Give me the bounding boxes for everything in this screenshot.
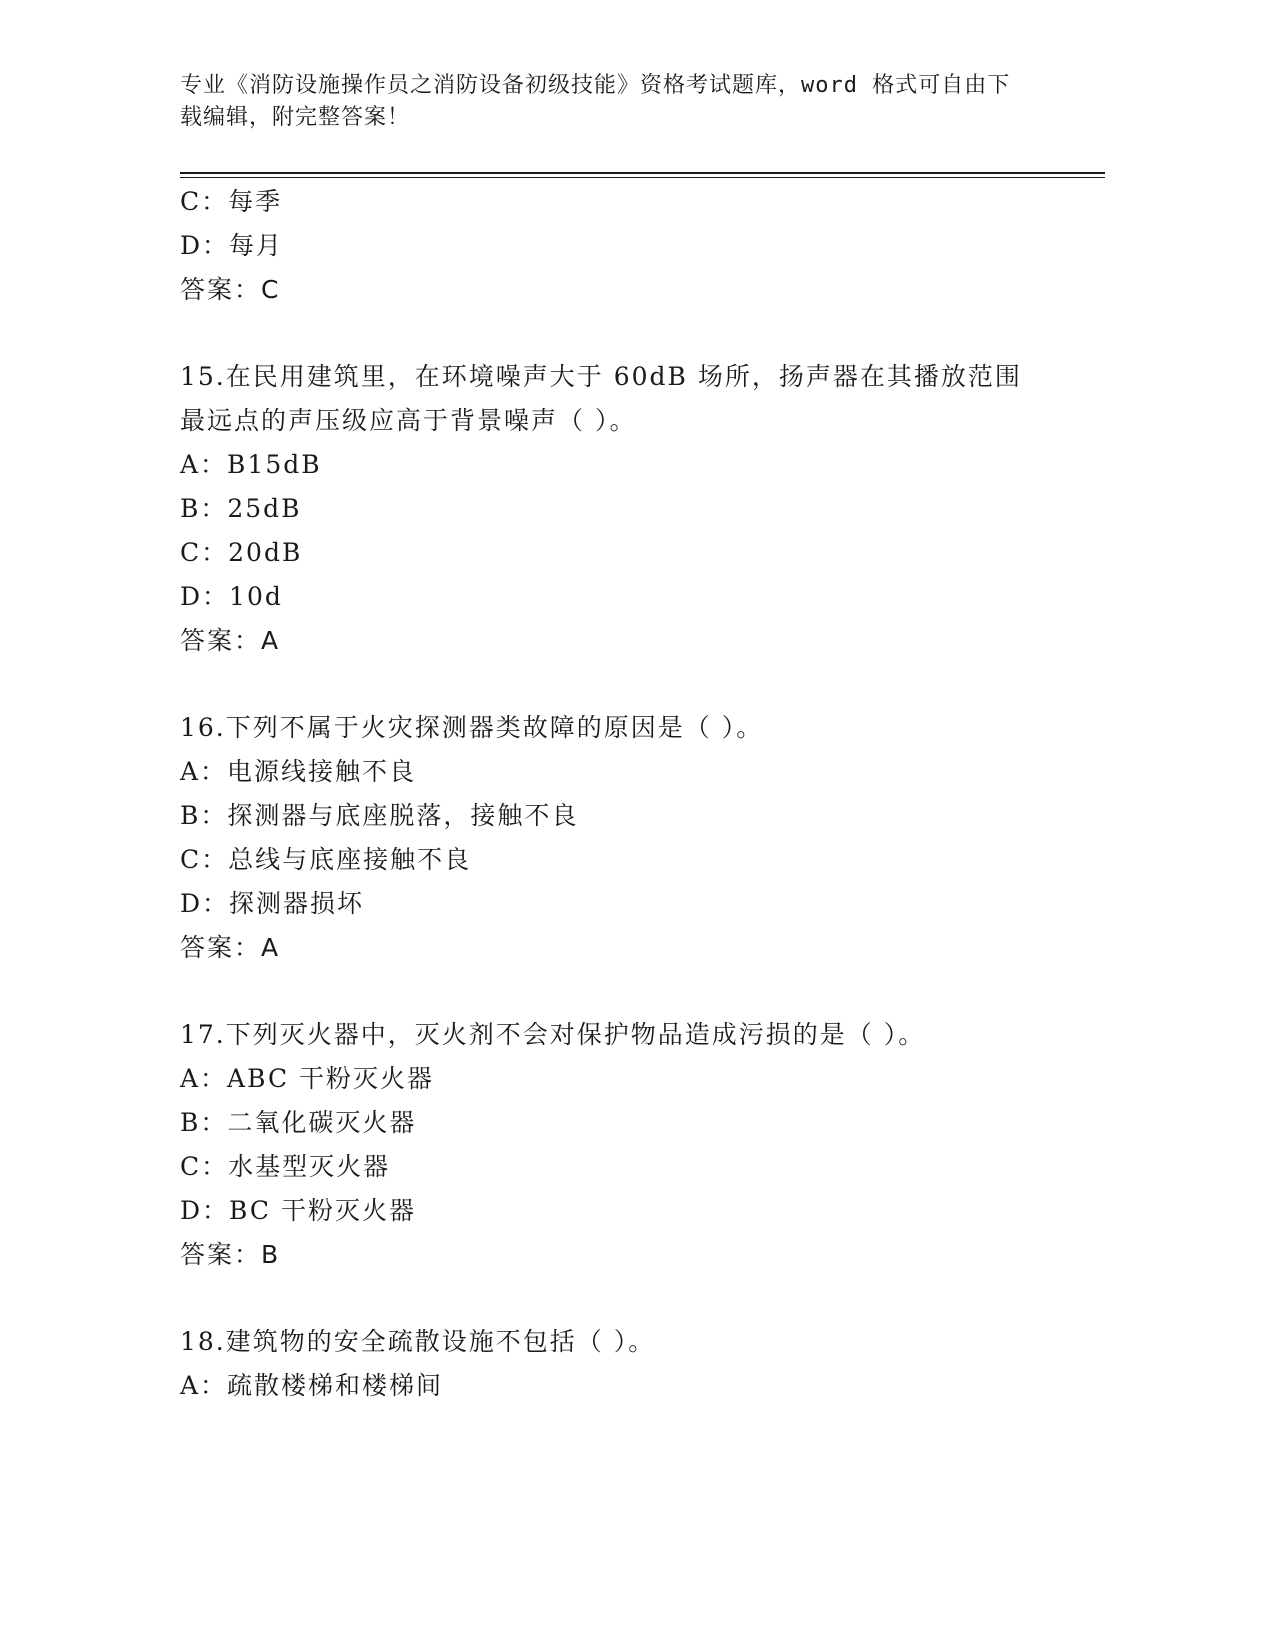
option-c: C：每季 (180, 187, 283, 216)
question-18 (180, 1320, 1060, 1408)
question-17 (180, 1013, 1060, 1277)
option-a: A：ABC 干粉灭火器 (180, 1064, 435, 1093)
option-d: D：探测器损坏 (180, 889, 365, 918)
question-list (180, 180, 1060, 1408)
question-16 (180, 706, 1060, 970)
question-stem: 17.下列灭火器中，灭火剂不会对保护物品造成污损的是（ ）。 (180, 1020, 926, 1049)
question-stem: 16.下列不属于火灾探测器类故障的原因是（ ）。 (180, 713, 764, 742)
header-line-1: 专业《消防设施操作员之消防设备初级技能》资格考试题库，word 格式可自由下 (180, 73, 1011, 98)
option-d: D：10d (180, 582, 283, 611)
answer: 答案：A (180, 626, 281, 655)
option-c: C：20dB (180, 538, 303, 567)
question-15 (180, 355, 1060, 663)
answer: 答案：C (180, 275, 281, 304)
option-b: B：二氧化碳灭火器 (180, 1108, 417, 1137)
header-divider-thin (180, 177, 1105, 178)
option-b: B：探测器与底座脱落，接触不良 (180, 801, 579, 830)
option-a: A：电源线接触不良 (180, 757, 417, 786)
option-a: A：B15dB (180, 450, 322, 479)
option-a: A：疏散楼梯和楼梯间 (180, 1371, 444, 1400)
answer: 答案：A (180, 933, 281, 962)
option-b: B：25dB (180, 494, 302, 523)
question-stem-continued: 最远点的声压级应高于背景噪声（ ）。 (180, 406, 637, 435)
document-header (180, 70, 1060, 134)
option-d: D：BC 干粉灭火器 (180, 1196, 416, 1225)
option-d: D：每月 (180, 231, 284, 260)
question-stem: 15.在民用建筑里，在环境噪声大于 60dB 场所，扬声器在其播放范围 (180, 362, 1022, 391)
question-14-tail (180, 180, 1060, 312)
answer: 答案：B (180, 1240, 281, 1269)
question-stem: 18.建筑物的安全疏散设施不包括（ ）。 (180, 1327, 656, 1356)
header-divider (180, 172, 1105, 174)
option-c: C：水基型灭火器 (180, 1152, 391, 1181)
header-line-2: 载编辑，附完整答案！ (180, 105, 411, 130)
option-c: C：总线与底座接触不良 (180, 845, 472, 874)
